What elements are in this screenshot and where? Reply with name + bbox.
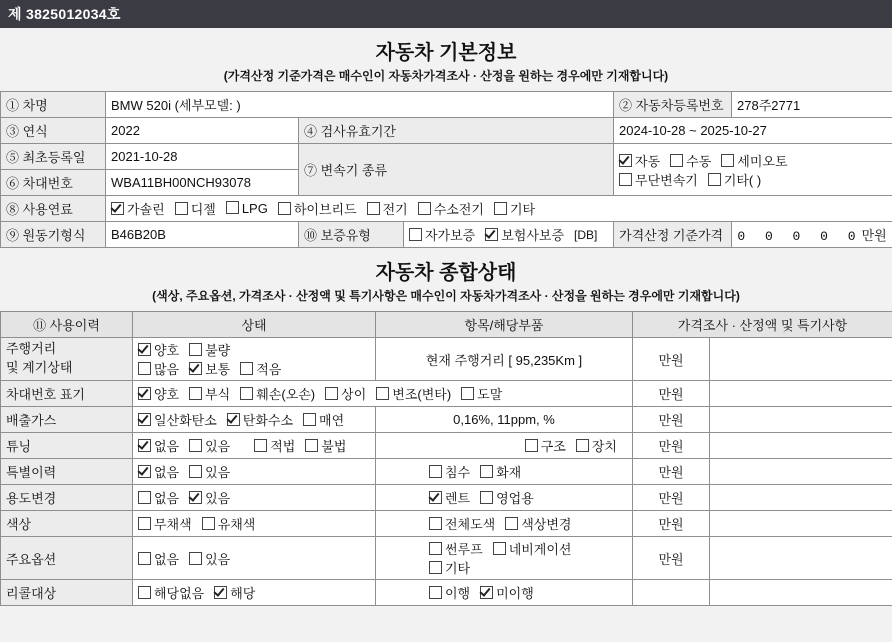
first-registration-value[interactable]: 2021-10-28 xyxy=(106,144,299,170)
vin-state-altered[interactable]: 변조(변타) xyxy=(376,384,451,403)
special-exists[interactable]: 있음 xyxy=(189,462,230,481)
table-row xyxy=(1,537,892,580)
basic-info-table xyxy=(0,91,892,248)
col-item-part: 항목/해당부품 xyxy=(376,312,633,338)
checkbox-icon[interactable] xyxy=(576,439,589,452)
vin-state-damage[interactable]: 훼손(오손) xyxy=(240,384,315,403)
table-row xyxy=(1,338,892,381)
fuel-option-gasoline[interactable]: 가솔린 xyxy=(111,199,165,218)
row-note-emissions[interactable] xyxy=(710,407,892,433)
fuel-option-hybrid[interactable]: 하이브리드 xyxy=(278,199,357,218)
checkbox-icon[interactable] xyxy=(305,439,318,452)
checkbox-icon[interactable] xyxy=(493,542,506,555)
checkbox-icon[interactable] xyxy=(240,362,253,375)
option-etc[interactable]: 기타 xyxy=(429,558,470,577)
emission-smoke[interactable]: 매연 xyxy=(303,410,344,429)
recall-not-done[interactable]: 미이행 xyxy=(480,583,534,602)
option-sunroof[interactable]: 썬루프 xyxy=(429,539,483,558)
tuning-illegal[interactable]: 불법 xyxy=(305,436,346,455)
checkbox-icon[interactable] xyxy=(278,202,291,215)
checkbox-icon[interactable] xyxy=(189,387,202,400)
base-price-label: 가격산정 기준가격 xyxy=(614,222,732,248)
base-price-value-cell[interactable] xyxy=(732,222,892,248)
checkbox-icon[interactable] xyxy=(429,586,442,599)
row-label-vin-mark: 차대번호 표기 xyxy=(1,381,133,407)
document-number-bar xyxy=(0,0,892,28)
car-name-value[interactable]: BMW 520i (세부모델: ) xyxy=(106,92,614,118)
overall-state-title: 자동차 종합상태 xyxy=(0,248,892,287)
checkbox-icon[interactable] xyxy=(240,387,253,400)
warranty-options[interactable] xyxy=(404,222,614,248)
row-label-color: 색상 xyxy=(1,511,133,537)
table-row xyxy=(1,222,892,248)
color-full-repaint[interactable]: 전체도색 xyxy=(429,514,495,533)
year-value[interactable]: 2022 xyxy=(106,118,299,144)
fuel-label: ⑧ 사용연료 xyxy=(1,196,106,222)
row-unit-special-history: 만원 xyxy=(633,459,710,485)
tuning-exists[interactable]: 있음 xyxy=(189,436,230,455)
row-state-vin-mark[interactable] xyxy=(133,381,633,407)
vin-value[interactable]: WBA11BH00NCH93078 xyxy=(106,170,299,196)
row-state-emissions[interactable] xyxy=(133,407,376,433)
checkbox-icon[interactable] xyxy=(429,465,442,478)
table-row xyxy=(1,580,892,606)
row-label-usage-change: 용도변경 xyxy=(1,485,133,511)
row-label-main-options: 주요옵션 xyxy=(1,537,133,580)
checkbox-icon[interactable] xyxy=(138,362,151,375)
checkbox-icon[interactable] xyxy=(429,542,442,555)
checkbox-icon[interactable] xyxy=(367,202,380,215)
usage-change-none[interactable]: 없음 xyxy=(138,488,179,507)
row-state-recall[interactable] xyxy=(133,580,376,606)
table-row xyxy=(1,196,892,222)
col-usage-history: ⑪ 사용이력 xyxy=(1,312,133,338)
transmission-options[interactable] xyxy=(614,144,892,196)
row-state-usage-change[interactable] xyxy=(133,485,376,511)
fuel-option-etc[interactable]: 기타 xyxy=(494,199,535,218)
usage-rent[interactable]: 렌트 xyxy=(429,488,470,507)
checkbox-icon[interactable] xyxy=(494,202,507,215)
checkbox-icon[interactable] xyxy=(525,439,538,452)
main-options-none[interactable]: 없음 xyxy=(138,549,179,568)
table-row xyxy=(1,485,892,511)
table-row xyxy=(1,459,892,485)
checkbox-icon[interactable] xyxy=(189,552,202,565)
special-flood[interactable]: 침수 xyxy=(429,462,470,481)
row-note-vin-mark[interactable] xyxy=(710,381,892,407)
row-item-tuning[interactable] xyxy=(376,433,633,459)
fuel-options[interactable] xyxy=(106,196,892,222)
row-item-usage-change[interactable] xyxy=(376,485,633,511)
document-number: 제 3825012034호 xyxy=(8,6,121,22)
table-row xyxy=(1,381,892,407)
checkbox-icon[interactable] xyxy=(138,387,151,400)
tuning-device[interactable]: 장치 xyxy=(576,436,617,455)
table-row xyxy=(1,433,892,459)
row-label-emissions: 배출가스 xyxy=(1,407,133,433)
year-label: ③ 연식 xyxy=(1,118,106,144)
checkbox-icon[interactable] xyxy=(429,491,442,504)
fuel-option-diesel[interactable]: 디젤 xyxy=(175,199,216,218)
checkbox-icon[interactable] xyxy=(376,387,389,400)
checkbox-icon[interactable] xyxy=(138,343,151,356)
transmission-option-manual[interactable]: 수동 xyxy=(670,151,711,170)
table-row xyxy=(1,92,892,118)
special-fire[interactable]: 화재 xyxy=(480,462,521,481)
row-note-special-history[interactable] xyxy=(710,459,892,485)
checkbox-icon[interactable] xyxy=(138,413,151,426)
transmission-option-cvt[interactable]: 무단변속기 xyxy=(619,170,698,189)
row-note-recall[interactable] xyxy=(710,580,892,606)
checkbox-icon[interactable] xyxy=(429,561,442,574)
checkbox-icon[interactable] xyxy=(138,465,151,478)
row-state-tuning[interactable] xyxy=(133,433,376,459)
transmission-label: ⑦ 변속기 종류 xyxy=(299,144,614,196)
table-header-row xyxy=(1,312,892,338)
checkbox-icon[interactable] xyxy=(480,465,493,478)
table-row xyxy=(1,511,892,537)
transmission-option-etc[interactable]: 기타( ) xyxy=(708,170,761,189)
row-state-mileage[interactable] xyxy=(133,338,376,381)
checkbox-icon[interactable] xyxy=(619,154,632,167)
overall-state-subtitle: (색상, 주요옵션, 가격조사 · 산정액 및 특기사항은 매수인이 자동차가격조사 · 산정을 원하는 경우에만 기재합니다) xyxy=(0,287,892,311)
checkbox-icon[interactable] xyxy=(227,413,240,426)
checkbox-icon[interactable] xyxy=(619,173,632,186)
col-price-note: 가격조사 · 산정액 및 특기사항 xyxy=(633,312,892,338)
reg-no-value[interactable]: 278주2771 xyxy=(732,92,892,118)
main-options-exists[interactable]: 있음 xyxy=(189,549,230,568)
checkbox-icon[interactable] xyxy=(189,465,202,478)
mileage-amount-few[interactable]: 적음 xyxy=(240,359,281,378)
checkbox-icon[interactable] xyxy=(138,517,151,530)
transmission-option-semiauto[interactable]: 세미오토 xyxy=(721,151,787,170)
inspection-period-value[interactable]: 2024-10-28 ~ 2025-10-27 xyxy=(614,118,892,144)
transmission-option-auto[interactable]: 자동 xyxy=(619,151,660,170)
row-state-color[interactable] xyxy=(133,511,376,537)
checkbox-icon[interactable] xyxy=(480,586,493,599)
checkbox-icon[interactable] xyxy=(202,517,215,530)
row-label-recall: 리콜대상 xyxy=(1,580,133,606)
row-label-tuning: 튜닝 xyxy=(1,433,133,459)
overall-state-table xyxy=(0,311,892,606)
row-state-main-options[interactable] xyxy=(133,537,376,580)
checkbox-icon[interactable] xyxy=(189,362,202,375)
row-note-main-options[interactable] xyxy=(710,537,892,580)
tuning-legal[interactable]: 적법 xyxy=(254,436,295,455)
first-registration-label: ⑤ 최초등록일 xyxy=(1,144,106,170)
row-item-main-options[interactable] xyxy=(376,537,633,580)
engine-type-value[interactable]: B46B20B xyxy=(106,222,299,248)
row-note-color[interactable] xyxy=(710,511,892,537)
table-row xyxy=(1,407,892,433)
fuel-option-hydrogen[interactable]: 수소전기 xyxy=(418,199,484,218)
checkbox-icon[interactable] xyxy=(461,387,474,400)
checkbox-icon[interactable] xyxy=(485,228,498,241)
warranty-label: ⑩ 보증유형 xyxy=(299,222,404,248)
mileage-state-bad[interactable]: 불량 xyxy=(189,340,230,359)
checkbox-icon[interactable] xyxy=(189,439,202,452)
checkbox-icon[interactable] xyxy=(138,586,151,599)
checkbox-icon[interactable] xyxy=(418,202,431,215)
checkbox-icon[interactable] xyxy=(138,439,151,452)
checkbox-icon[interactable] xyxy=(189,491,202,504)
vin-state-erased[interactable]: 도말 xyxy=(461,384,502,403)
row-unit-recall xyxy=(633,580,710,606)
row-unit-vin-mark: 만원 xyxy=(633,381,710,407)
special-none[interactable]: 없음 xyxy=(138,462,179,481)
mileage-amount-normal[interactable]: 보통 xyxy=(189,359,230,378)
checkbox-icon[interactable] xyxy=(175,202,188,215)
checkbox-icon[interactable] xyxy=(721,154,734,167)
warranty-option-insurance[interactable]: 보험사보증 xyxy=(485,225,564,244)
row-item-mileage: 현재 주행거리 [ 95,235Km ] xyxy=(376,338,633,381)
base-price-unit: 만원 xyxy=(861,228,887,243)
table-row xyxy=(1,144,892,170)
row-unit-main-options: 만원 xyxy=(633,537,710,580)
row-unit-usage-change: 만원 xyxy=(633,485,710,511)
tuning-structure[interactable]: 구조 xyxy=(525,436,566,455)
usage-change-exists[interactable]: 있음 xyxy=(189,488,230,507)
color-changed[interactable]: 색상변경 xyxy=(505,514,571,533)
row-unit-emissions: 만원 xyxy=(633,407,710,433)
row-item-color[interactable] xyxy=(376,511,633,537)
tuning-none[interactable]: 없음 xyxy=(138,436,179,455)
row-item-recall[interactable] xyxy=(376,580,633,606)
row-note-tuning[interactable] xyxy=(710,433,892,459)
checkbox-icon[interactable] xyxy=(138,491,151,504)
row-unit-tuning: 만원 xyxy=(633,433,710,459)
checkbox-icon[interactable] xyxy=(409,228,422,241)
color-achromatic[interactable]: 무채색 xyxy=(138,514,192,533)
warranty-extra: [DB] xyxy=(574,227,598,242)
checkbox-icon[interactable] xyxy=(189,343,202,356)
table-row xyxy=(1,118,892,144)
checkbox-icon[interactable] xyxy=(325,387,338,400)
checkbox-icon[interactable] xyxy=(254,439,267,452)
engine-type-label: ⑨ 원동기형식 xyxy=(1,222,106,248)
row-label-special-history: 특별이력 xyxy=(1,459,133,485)
checkbox-icon[interactable] xyxy=(480,491,493,504)
row-state-special-history[interactable] xyxy=(133,459,376,485)
checkbox-icon[interactable] xyxy=(138,552,151,565)
mileage-amount-many[interactable]: 많음 xyxy=(138,359,179,378)
recall-not-applicable[interactable]: 해당없음 xyxy=(138,583,204,602)
row-note-mileage[interactable] xyxy=(710,338,892,381)
fuel-option-lpg[interactable]: LPG xyxy=(226,201,268,216)
checkbox-icon[interactable] xyxy=(670,154,683,167)
vin-state-corrosion[interactable]: 부식 xyxy=(189,384,230,403)
row-item-special-history[interactable] xyxy=(376,459,633,485)
base-price-value[interactable]: 0 0 0 0 0 xyxy=(737,229,862,244)
fuel-option-electric[interactable]: 전기 xyxy=(367,199,408,218)
checkbox-icon[interactable] xyxy=(303,413,316,426)
color-chromatic[interactable]: 유채색 xyxy=(202,514,256,533)
col-state: 상태 xyxy=(133,312,376,338)
row-unit-color: 만원 xyxy=(633,511,710,537)
option-navigation[interactable]: 네비게이션 xyxy=(493,539,572,558)
car-name-label: ① 차명 xyxy=(1,92,106,118)
row-note-usage-change[interactable] xyxy=(710,485,892,511)
checkbox-icon[interactable] xyxy=(708,173,721,186)
recall-done[interactable]: 이행 xyxy=(429,583,470,602)
recall-applicable[interactable]: 해당 xyxy=(214,583,255,602)
emission-hc[interactable]: 탄화수소 xyxy=(227,410,293,429)
warranty-option-self[interactable]: 자가보증 xyxy=(409,225,475,244)
checkbox-icon[interactable] xyxy=(214,586,227,599)
row-label-mileage: 주행거리 및 계기상태 xyxy=(1,338,133,381)
vin-label: ⑥ 차대번호 xyxy=(1,170,106,196)
vin-state-good[interactable]: 양호 xyxy=(138,384,179,403)
row-unit-mileage: 만원 xyxy=(633,338,710,381)
reg-no-label: ② 자동차등록번호 xyxy=(614,92,732,118)
checkbox-icon[interactable] xyxy=(505,517,518,530)
vin-state-different[interactable]: 상이 xyxy=(325,384,366,403)
checkbox-icon[interactable] xyxy=(226,201,239,214)
row-item-emissions[interactable]: 0,16%, 11ppm, % xyxy=(376,407,633,433)
emission-co[interactable]: 일산화탄소 xyxy=(138,410,217,429)
inspection-period-label: ④ 검사유효기간 xyxy=(299,118,614,144)
basic-info-subtitle: (가격산정 기준가격은 매수인이 자동차가격조사 · 산정을 원하는 경우에만 기재합니다) xyxy=(0,67,892,91)
basic-info-title: 자동차 기본정보 xyxy=(0,28,892,67)
usage-commercial[interactable]: 영업용 xyxy=(480,488,534,507)
mileage-state-good[interactable]: 양호 xyxy=(138,340,179,359)
checkbox-icon[interactable] xyxy=(111,202,124,215)
checkbox-icon[interactable] xyxy=(429,517,442,530)
